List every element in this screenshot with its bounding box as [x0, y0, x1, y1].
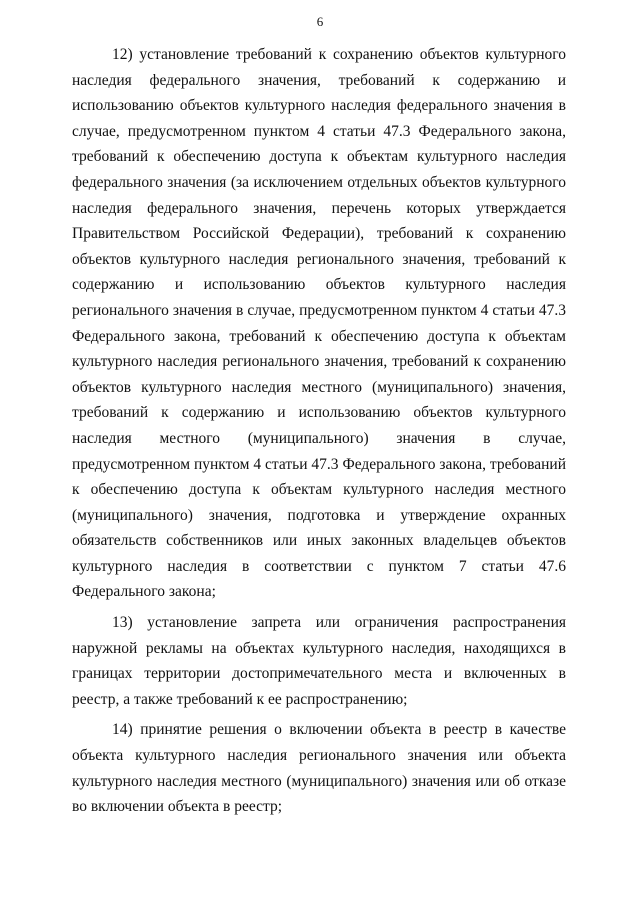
page-number: 6 — [316, 14, 324, 29]
paragraph-item-14: 14) принятие решения о включении объекта в реестр в качестве объекта культурного наследия регионального значения или объекта культурного наследия местного (муниципального) значения или об отказе во включении объекта в реестр; — [72, 721, 566, 816]
paragraph-item-13: 13) установление запрета или ограничения распространения наружной рекламы на объектах культурного наследия, находящихся в границах территории достопримечательного места и включенных в реестр, а также требований к ее распространению; — [72, 614, 566, 708]
document-body — [72, 42, 566, 820]
paragraph-item-12: 12) установление требований к сохранению объектов культурного наследия федерального значения, требований к содержанию и использованию объектов культурного наследия федерального значения в случае, предусмотренном пунктом 4 статьи 47.3 Федерального закона, требований к обеспечению доступа к объектам культурного наследия федерального значения (за исключением отдельных объектов культурного наследия федерального значения, перечень которых утверждается Правительством Российской Федерации), требований к сохранению объектов культурного наследия регионального значения, требований к содержанию и использованию объектов культурного наследия регионального значения в случае, предусмотренном пунктом 4 статьи 47.3 Федерального закона, требований к обеспечению доступа к объектам культурного наследия регионального значения, требований к сохранению объектов культурного наследия местного (муниципального) значения, требований к содержанию и использованию объектов культурного наследия местного (муниципального) значения в случае, предусмотренном пунктом 4 статьи 47.3 Федерального закона, требований к обеспечению доступа к объектам культурного наследия местного (муниципального) значения, подготовка и утверждение охранных обязательств собственников или иных законных владельцев объектов культурного наследия в соответствии с пунктом 7 статьи 47.6 Федерального закона; — [72, 46, 566, 601]
